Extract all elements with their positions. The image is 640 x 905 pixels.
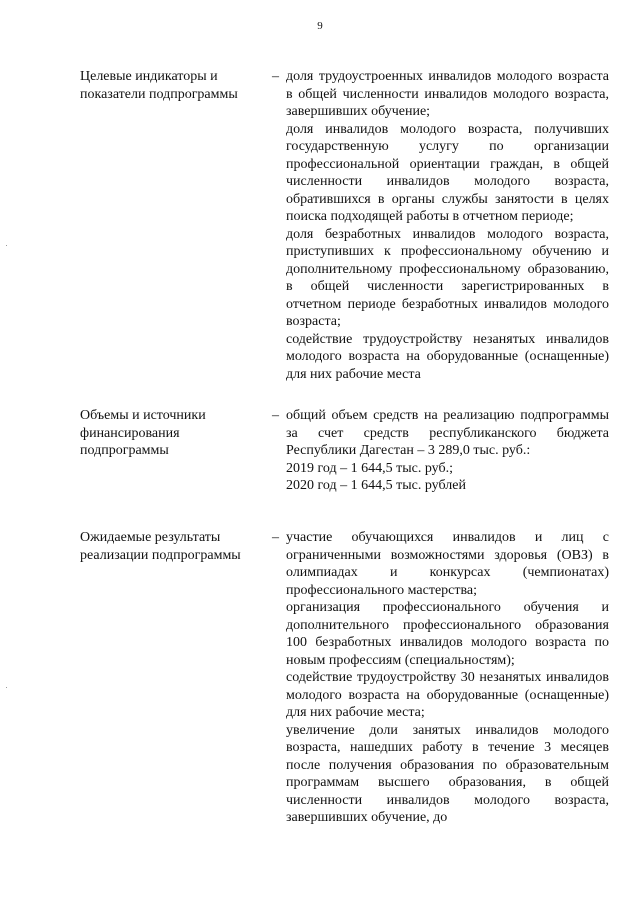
financing-line: 2020 год – 1 644,5 тыс. рублей [286,478,466,493]
list-dash: – [272,69,279,84]
indicator-paragraph: содействие трудоустройству незанятых инвалидов молодого возраста на оборудованные (оснащенные) для них рабочие места [286,331,609,382]
indicator-paragraph: доля инвалидов молодого возраста, получивших государственную услугу по организации профессиональной ориентации граждан, в общей численности инвалидов молодого возраста, обратившихся в органы службы занятости в целях поиска подходящей работы в отчетном периоде; [286,121,609,224]
result-paragraph: увеличение доли занятых инвалидов молодого возраста, нашедших работу в течение 3 месяцев после получения образования по образовательным программам высшего образования, в общей численности инвалидов молодого возраста, завершивших обучение, до [286,722,609,825]
section-label: Ожидаемые результаты реализации подпрограммы [80,530,241,563]
section-label: Объемы и источники финансирования подпрограммы [80,408,206,458]
section-content [286,407,609,495]
financing-paragraph: общий объем средств на реализацию подпрограммы за счет средств республиканского бюджета Республики Дагестан – 3 289,0 тыс. руб.: [286,408,609,458]
indicator-paragraph: доля трудоустроенных инвалидов молодого возраста в общей численности инвалидов молодого возраста, завершивших обучение; [286,69,609,119]
indicator-paragraph: доля безработных инвалидов молодого возраста, приступивших к профессиональному обучению и дополнительному профессиональному образованию, в общей численности зарегистрированных в отчетном периоде безработных инвалидов молодого возраста; [286,226,609,329]
section-content [286,68,609,383]
result-paragraph: участие обучающихся инвалидов и лиц с ограниченными возможностями здоровья (ОВЗ) в олимпиадах и конкурсах (чемпионатах) профессионального мастерства; [286,530,609,598]
list-dash: – [272,408,279,423]
section-content [286,529,609,827]
result-paragraph: организация профессионального обучения и дополнительного профессионального образования 100 безработных инвалидов молодого возраста по новым профессиям (специальностям); [286,600,609,668]
scan-mark [6,245,7,246]
section-label: Целевые индикаторы и показатели подпрограммы [80,69,238,102]
result-paragraph: содействие трудоустройству 30 незанятых инвалидов молодого возраста на оборудованные (оснащенные) для них рабочие места; [286,670,609,720]
financing-line: 2019 год – 1 644,5 тыс. руб.; [286,460,453,476]
list-dash: – [272,530,279,545]
page-number: 9 [317,20,323,32]
scan-mark [6,687,7,688]
